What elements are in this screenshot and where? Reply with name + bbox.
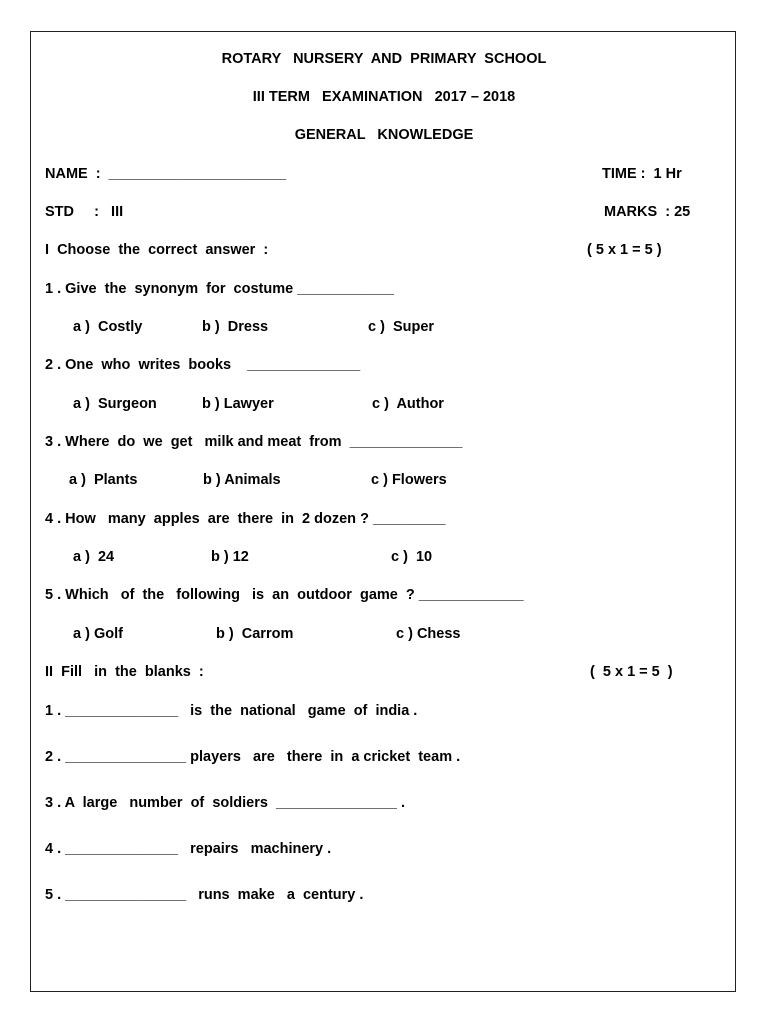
name-field[interactable]: NAME : ______________________ [45, 166, 287, 182]
q1-option-c[interactable]: c ) Super [368, 319, 435, 335]
q5-option-a[interactable]: a ) Golf [73, 626, 123, 642]
fill-blank-4[interactable]: 4 . ______________ repairs machinery . [45, 841, 332, 857]
q3-option-b[interactable]: b ) Animals [203, 472, 281, 488]
section2-score: ( 5 x 1 = 5 ) [590, 664, 673, 680]
fill-blank-1[interactable]: 1 . ______________ is the national game of india . [45, 703, 418, 719]
time-label: TIME : 1 Hr [602, 166, 682, 182]
exam-title: III TERM EXAMINATION 2017 – 2018 [252, 89, 516, 105]
q2-option-b[interactable]: b ) Lawyer [202, 396, 274, 412]
question-5: 5 . Which of the following is an outdoor game ? _____________ [45, 587, 524, 603]
question-1: 1 . Give the synonym for costume ____________ [45, 281, 394, 297]
section1-heading: I Choose the correct answer : [45, 242, 269, 258]
std-label: STD : III [45, 204, 124, 220]
q2-option-a[interactable]: a ) Surgeon [73, 396, 157, 412]
question-4: 4 . How many apples are there in 2 dozen ? _________ [45, 511, 446, 527]
section2-heading: II Fill in the blanks : [45, 664, 204, 680]
q5-option-b[interactable]: b ) Carrom [216, 626, 294, 642]
marks-label: MARKS : 25 [604, 204, 691, 220]
q4-option-a[interactable]: a ) 24 [73, 549, 115, 565]
q3-option-c[interactable]: c ) Flowers [371, 472, 447, 488]
q1-option-a[interactable]: a ) Costly [73, 319, 143, 335]
fill-blank-5[interactable]: 5 . _______________ runs make a century . [45, 887, 364, 903]
question-2: 2 . One who writes books ______________ [45, 357, 361, 373]
q1-option-b[interactable]: b ) Dress [202, 319, 269, 335]
q4-option-c[interactable]: c ) 10 [391, 549, 433, 565]
question-3: 3 . Where do we get milk and meat from ______________ [45, 434, 463, 450]
q5-option-c[interactable]: c ) Chess [396, 626, 461, 642]
school-name: ROTARY NURSERY AND PRIMARY SCHOOL [221, 51, 547, 67]
section1-score: ( 5 x 1 = 5 ) [587, 242, 662, 258]
q2-option-c[interactable]: c ) Author [372, 396, 444, 412]
q3-option-a[interactable]: a ) Plants [69, 472, 138, 488]
q4-option-b[interactable]: b ) 12 [211, 549, 249, 565]
subject-title: GENERAL KNOWLEDGE [294, 127, 474, 143]
fill-blank-3[interactable]: 3 . A large number of soldiers _______________ . [45, 795, 406, 811]
fill-blank-2[interactable]: 2 . _______________ players are there in a cricket team . [45, 749, 461, 765]
